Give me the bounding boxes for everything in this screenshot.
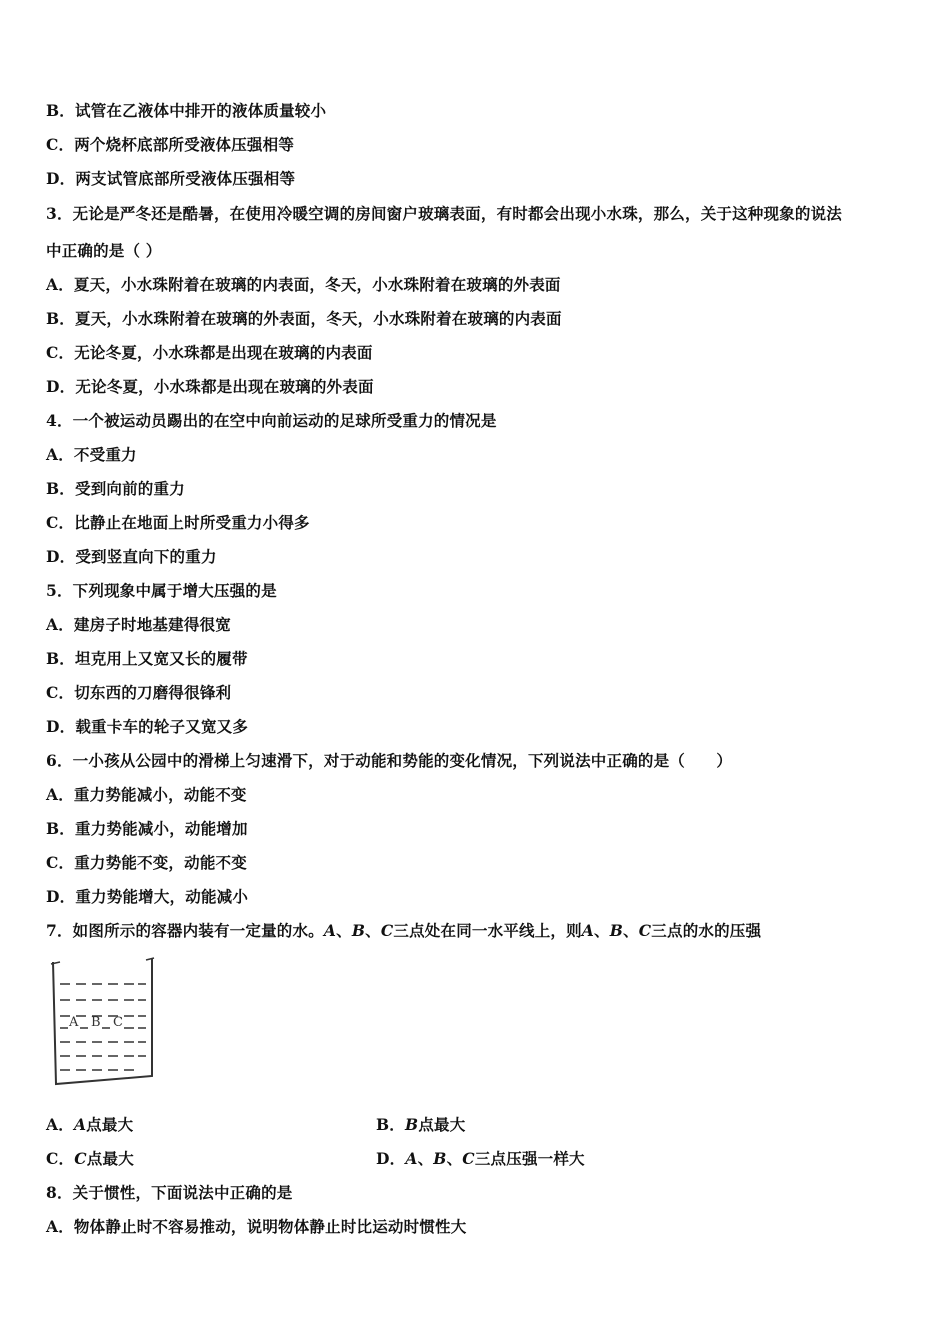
q6-option-d: D．重力势能增大，动能减小 [46,887,249,906]
q4-option-a: A．不受重力 [46,445,137,464]
q3-option-c: C．无论冬夏，小水珠都是出现在玻璃的内表面 [46,343,373,362]
q3-stem-line2: 中正确的是（ ） [46,241,162,260]
q7-option-b: B．B点最大 [376,1115,466,1134]
q5-stem: 5．下列现象中属于增大压强的是 [46,581,277,600]
q5-option-b: B．坦克用上又宽又长的履带 [46,649,248,668]
point-c-label: C [113,1015,123,1030]
q4-option-c: C．比静止在地面上时所受重力小得多 [46,513,310,532]
q8-option-a: A．物体静止时不容易推动，说明物体静止时比运动时惯性大 [46,1217,467,1236]
q7-option-c: C．C点最大 [46,1149,134,1168]
q7-stem: 7．如图所示的容器内装有一定量的水。A、B、C三点处在同一水平线上，则A、B、C三点的水的压强 [46,921,762,940]
q7-option-a: A．A点最大 [46,1115,134,1134]
q6-option-b: B．重力势能减小，动能增加 [46,819,248,838]
container-outline [51,958,154,1084]
point-b-label: B [91,1015,101,1030]
q5-option-a: A．建房子时地基建得很宽 [46,615,231,634]
point-a-label: A [69,1015,79,1030]
q4-option-b: B．受到向前的重力 [46,479,185,498]
q2-option-d: D．两支试管底部所受液体压强相等 [46,169,296,188]
q3-option-d: D．无论冬夏，小水珠都是出现在玻璃的外表面 [46,377,374,396]
q3-option-b: B．夏天，小水珠附着在玻璃的外表面，冬天，小水珠附着在玻璃的内表面 [46,309,562,328]
q2-option-c: C．两个烧杯底部所受液体压强相等 [46,135,295,154]
q3-option-a: A．夏天，小水珠附着在玻璃的内表面，冬天，小水珠附着在玻璃的外表面 [46,275,561,294]
q5-option-c: C．切东西的刀磨得很锋利 [46,683,232,702]
q6-option-a: A．重力势能减小，动能不变 [46,785,247,804]
q4-option-d: D．受到竖直向下的重力 [46,547,217,566]
q2-option-b: B．试管在乙液体中排开的液体质量较小 [46,101,327,120]
container-figure [50,956,158,1090]
q3-stem-line1: 3．无论是严冬还是酷暑，在使用冷暖空调的房间窗户玻璃表面，有时都会出现小水珠，那么，关于这种现象的说法 [46,204,842,223]
q5-option-d: D．载重卡车的轮子又宽又多 [46,717,249,736]
q4-stem: 4．一个被运动员踢出的在空中向前运动的足球所受重力的情况是 [46,411,497,430]
q6-stem: 6．一小孩从公园中的滑梯上匀速滑下，对于动能和势能的变化情况，下列说法中正确的是（ ） [46,751,733,770]
q8-stem: 8．关于惯性，下面说法中正确的是 [46,1183,293,1202]
q7-option-d: D．A、B、C三点压强一样大 [376,1149,585,1168]
q6-option-c: C．重力势能不变，动能不变 [46,853,247,872]
